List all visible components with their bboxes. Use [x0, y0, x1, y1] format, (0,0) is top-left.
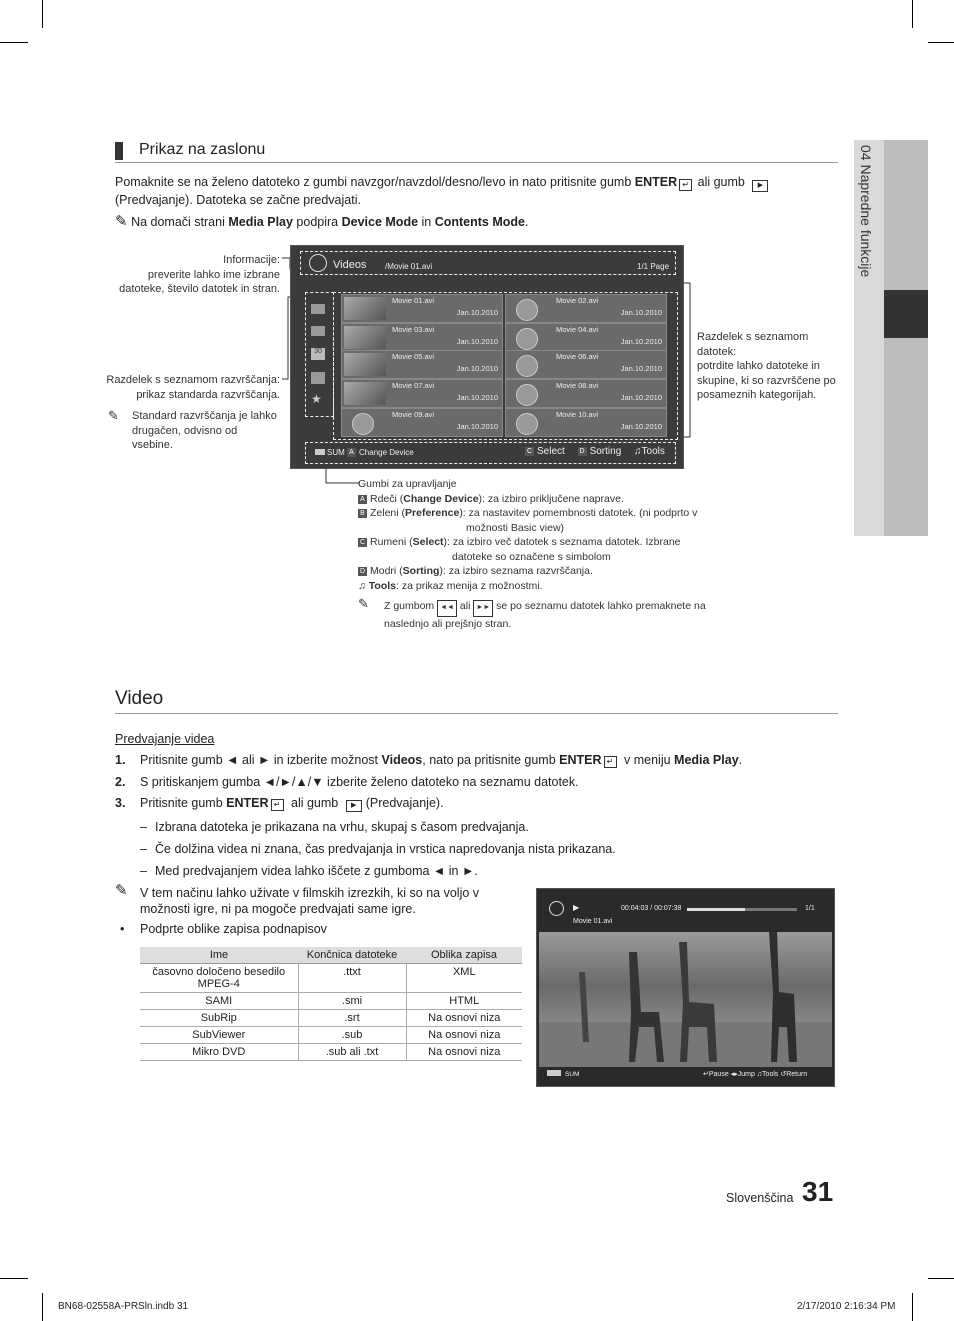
select-label: Select: [537, 446, 565, 457]
crop-mark: [42, 1293, 43, 1321]
footer-date: 2/17/2010 2:16:34 PM: [797, 1301, 896, 1312]
callout-line: Informacije:: [223, 254, 280, 266]
star-icon: ★: [311, 392, 322, 406]
intro-text: (Predvajanje). Datoteka se začne predvajati.: [115, 193, 361, 207]
video-step-1: 1. Pritisnite gumb ◄ ali ► in izberite možnost Videos, nato pa pritisnite gumb ENTER ↵ v meniju Media Play.: [115, 753, 743, 767]
film-icon: [309, 254, 327, 272]
control-red: A Rdeči (Change Device): za izbiro priključene naprave.: [358, 492, 718, 507]
control-blue: D Modri (Sorting): za izbiro seznama razvrščanja.: [359, 565, 593, 577]
browser-title: Videos: [333, 259, 367, 271]
a-button-icon: A: [358, 495, 367, 504]
table-cell: SubViewer: [140, 1027, 298, 1044]
c-button-icon: C: [526, 448, 533, 455]
enter-icon: ↵: [604, 756, 617, 768]
table-row: [140, 1010, 522, 1027]
usb-icon: [315, 449, 325, 455]
callout-files: [697, 330, 849, 403]
file-date: Jan.10.2010: [456, 422, 498, 431]
tools-icon: ♫: [756, 1071, 763, 1078]
file-name: Movie 07.avi: [392, 381, 435, 390]
chapter-label: 04 Napredne funkcije: [858, 145, 874, 278]
crop-mark: [928, 42, 954, 43]
controls-heading: Gumbi za upravljanje: [358, 478, 457, 490]
table-cell: SAMI: [140, 993, 298, 1010]
table-cell: HTML: [406, 993, 522, 1010]
c-button-icon: C: [359, 539, 366, 546]
progress-fill: [687, 908, 745, 911]
play-status-icon: ▶: [573, 903, 580, 912]
table-cell: Mikro DVD: [140, 1044, 298, 1061]
folder-icon: [311, 304, 325, 314]
enter-key: ENTER: [634, 175, 678, 189]
video-player-screen: [536, 888, 835, 1087]
file-name: Movie 08.avi: [556, 381, 599, 390]
player-filename: Movie 01.avi: [573, 918, 613, 925]
callout-line: prikaz standarda razvrščanja.: [136, 388, 280, 401]
note-text: in: [418, 215, 435, 229]
video-title: Video: [115, 688, 164, 709]
note-pencil-icon: ✎: [358, 596, 369, 611]
video-frame-image: [539, 932, 832, 1067]
enter-icon: ↵: [679, 179, 692, 191]
video-thumbnail: [344, 353, 386, 376]
crop-mark: [912, 1293, 913, 1321]
file-tile[interactable]: [505, 294, 667, 323]
table-row: [140, 964, 522, 993]
control-bar-left: [315, 448, 414, 457]
video-note: ✎ V tem načinu lahko uživate v filmskih izrezkih, ki so na voljo v možnosti igre, ni pa mogoče predvajati same igre.: [115, 882, 480, 916]
file-tile[interactable]: [341, 350, 503, 379]
file-name: Movie 03.avi: [392, 325, 435, 334]
crop-mark: [0, 1278, 28, 1279]
callout-line: posameznih kategorijah.: [697, 389, 817, 401]
callout-line: preverite lahko ime izbrane: [147, 268, 280, 281]
video-step-2: 2. S pritiskanjem gumba ◄/►/▲/▼ izberite želeno datoteko na seznamu datotek.: [115, 775, 579, 789]
table-header: Ime: [140, 947, 298, 964]
fast-forward-icon: ►►: [473, 600, 493, 617]
callout-line: Razdelek s seznamom datotek:: [697, 331, 809, 358]
film-reel-icon: [516, 299, 538, 321]
progress-track: [687, 908, 797, 911]
dash-item: – Med predvajanjem videa lahko iščete z gumboma ◄ in ►.: [140, 864, 478, 878]
note-text: Contents Mode: [434, 215, 525, 229]
tools-label: Tools: [641, 446, 665, 457]
note-text: Media Play: [228, 215, 293, 229]
heading-bar: [115, 142, 123, 160]
note-text: podpira: [292, 215, 342, 229]
video-thumbnail: [344, 326, 386, 349]
file-date: Jan.10.2010: [456, 337, 498, 346]
person-icon: [311, 372, 325, 384]
chapter-side-strip: [884, 140, 928, 536]
giraffe-scene: [539, 932, 832, 1067]
table-cell: Na osnovi niza: [406, 1044, 522, 1061]
table-cell: .ttxt: [298, 964, 406, 993]
control-tools: ♫ Tools: za prikaz menija z možnostmi.: [358, 579, 543, 592]
control-yellow: C Rumeni (Select): za izbiro več datotek s seznama datotek. Izbrane: [359, 536, 681, 548]
file-date: Jan.10.2010: [620, 393, 662, 402]
file-name: Movie 10.avi: [556, 410, 599, 419]
play-icon: ▶: [752, 180, 768, 192]
file-tile[interactable]: [505, 323, 667, 352]
callout-sort-note: [108, 409, 280, 453]
player-bottom-left: SUM: [547, 1070, 579, 1078]
note-line: [115, 214, 835, 230]
d-button-icon: D: [579, 448, 585, 455]
section-rule: [115, 713, 838, 714]
callout-info: [100, 253, 280, 297]
rewind-icon: ◄◄: [437, 600, 457, 617]
calendar-icon: 30: [311, 348, 325, 360]
table-row: [140, 1027, 522, 1044]
crop-mark: [42, 0, 43, 28]
usb-icon: [547, 1070, 561, 1076]
table-header: Končnica datoteke: [298, 947, 406, 964]
folder-icon: [311, 326, 325, 336]
table-cell: Na osnovi niza: [406, 1010, 522, 1027]
video-subtitle: Predvajanje videa: [115, 732, 215, 746]
file-date: Jan.10.2010: [620, 364, 662, 373]
callout-sort: [90, 373, 280, 402]
intro-text: ali gumb: [694, 175, 749, 189]
section-title: Prikaz na zaslonu: [139, 141, 266, 158]
note-pencil-icon: ✎: [115, 882, 128, 899]
table-row: [140, 993, 522, 1010]
controls-note: ✎ Z gumbom ◄◄ ali ►► se po seznamu datotek lahko premaknete na naslednjo ali prejšnjo stran.: [358, 596, 706, 630]
table-cell: .sub ali .txt: [298, 1044, 406, 1061]
enter-icon: ↵: [703, 1071, 709, 1078]
callout-line: Razdelek s seznamom razvrščanja:: [106, 374, 280, 386]
film-icon: [549, 901, 564, 916]
file-date: Jan.10.2010: [456, 364, 498, 373]
crop-mark: [0, 42, 28, 43]
enter-icon: ↵: [271, 799, 284, 811]
browser-path: /Movie 01.avi: [385, 262, 433, 271]
note-text: .: [525, 215, 529, 229]
callout-line: datoteke, število datotek in stran.: [119, 283, 280, 295]
intro-text: Pomaknite se na želeno datoteko z gumbi navzgor/navzdol/desno/levo in nato pritisnite gumb: [115, 175, 635, 189]
play-icon: ▶: [346, 800, 362, 812]
film-reel-icon: [516, 413, 538, 435]
control-bar-right: [525, 446, 665, 457]
file-tile[interactable]: [341, 323, 503, 352]
file-tile[interactable]: [341, 379, 503, 408]
intro-paragraph: [115, 174, 815, 208]
dash-item: – Če dolžina videa ni znana, čas predvajanja in vrstica napredovanja nista prikazana.: [140, 842, 616, 856]
play-time: 00:04:03 / 00:07:38: [621, 905, 682, 912]
tools-icon: ♫: [634, 446, 642, 457]
table-cell: .sub: [298, 1027, 406, 1044]
section-rule: [115, 162, 838, 163]
page-number: 31: [802, 1176, 834, 1207]
file-date: Jan.10.2010: [620, 422, 662, 431]
file-name: Movie 01.avi: [392, 296, 435, 305]
left-right-icon: ◂▸: [730, 1071, 738, 1078]
table-cell: Na osnovi niza: [406, 1027, 522, 1044]
file-tile[interactable]: [341, 408, 503, 437]
note-pencil-icon: ✎: [115, 213, 128, 230]
a-button-icon: A: [347, 448, 356, 457]
sum-label: SUM: [327, 448, 345, 457]
note-text: Device Mode: [341, 215, 419, 229]
file-count: 1/1: [805, 905, 815, 912]
controls-list: [358, 477, 718, 631]
b-button-icon: B: [358, 509, 367, 518]
table-cell: časovno določeno besedilo MPEG-4: [140, 964, 298, 993]
crop-mark: [928, 1278, 954, 1279]
file-name: Movie 04.avi: [556, 325, 599, 334]
control-green-cont: možnosti Basic view): [466, 521, 565, 534]
subtitle-format-table: [140, 947, 522, 1061]
crop-mark: [912, 0, 913, 28]
file-tile[interactable]: [505, 408, 667, 437]
film-reel-icon: [516, 355, 538, 377]
file-date: Jan.10.2010: [456, 393, 498, 402]
table-cell: SubRip: [140, 1010, 298, 1027]
browser-page: 1/1 Page: [637, 262, 670, 271]
footer-file: BN68-02558A-PRSln.indb 31: [58, 1301, 189, 1312]
file-date: Jan.10.2010: [620, 308, 662, 317]
dash-item: – Izbrana datoteka je prikazana na vrhu, skupaj s časom predvajanja.: [140, 820, 529, 834]
media-browser-screen: [290, 245, 684, 469]
file-tile[interactable]: [505, 350, 667, 379]
video-thumbnail: [344, 382, 386, 405]
control-yellow-cont: datoteke so označene s simbolom: [452, 550, 611, 563]
table-cell: .smi: [298, 993, 406, 1010]
table-row: [140, 1044, 522, 1061]
table-header: Oblika zapisa: [406, 947, 522, 964]
chapter-tab-marker: [884, 290, 928, 338]
callout-line: skupine, ki so razvrščene po: [697, 374, 836, 387]
file-tile[interactable]: [341, 294, 503, 323]
callout-line: potrdite lahko datoteke in: [697, 360, 820, 372]
file-tile[interactable]: [505, 379, 667, 408]
tools-icon: ♫: [358, 579, 369, 592]
bullet-item: • Podprte oblike zapisa podnapisov: [120, 922, 327, 936]
return-icon: ↺: [780, 1071, 787, 1078]
file-name: Movie 05.avi: [392, 352, 435, 361]
film-reel-icon: [516, 328, 538, 350]
file-date: Jan.10.2010: [620, 337, 662, 346]
table-cell: .srt: [298, 1010, 406, 1027]
callout-line: Standard razvrščanja je lahko: [132, 410, 277, 422]
sorting-label: Sorting: [589, 446, 622, 457]
d-button-icon: D: [359, 568, 366, 575]
table-cell: XML: [406, 964, 522, 993]
player-bottom-right: ↵Pause ◂▸Jump ♫Tools ↺Return: [703, 1071, 808, 1078]
file-name: Movie 06.avi: [556, 352, 599, 361]
file-name: Movie 02.avi: [556, 296, 599, 305]
control-green: B Zeleni (Preference): za nastavitev pomembnosti datotek. (ni podprto v: [358, 506, 718, 521]
note-pencil-icon: ✎: [108, 408, 119, 423]
video-thumbnail: [344, 297, 386, 320]
footer-language: Slovenščina: [726, 1191, 794, 1205]
file-date: Jan.10.2010: [456, 308, 498, 317]
video-step-3: 3. Pritisnite gumb ENTER ↵ ali gumb ▶ (Predvajanje).: [115, 796, 444, 810]
table-body: [140, 964, 522, 1061]
film-reel-icon: [352, 413, 374, 435]
film-reel-icon: [516, 384, 538, 406]
note-text: Na domači strani: [131, 215, 229, 229]
change-device-label: Change Device: [359, 448, 414, 457]
file-name: Movie 09.avi: [392, 410, 435, 419]
callout-line: drugačen, odvisno od vsebine.: [132, 424, 238, 451]
